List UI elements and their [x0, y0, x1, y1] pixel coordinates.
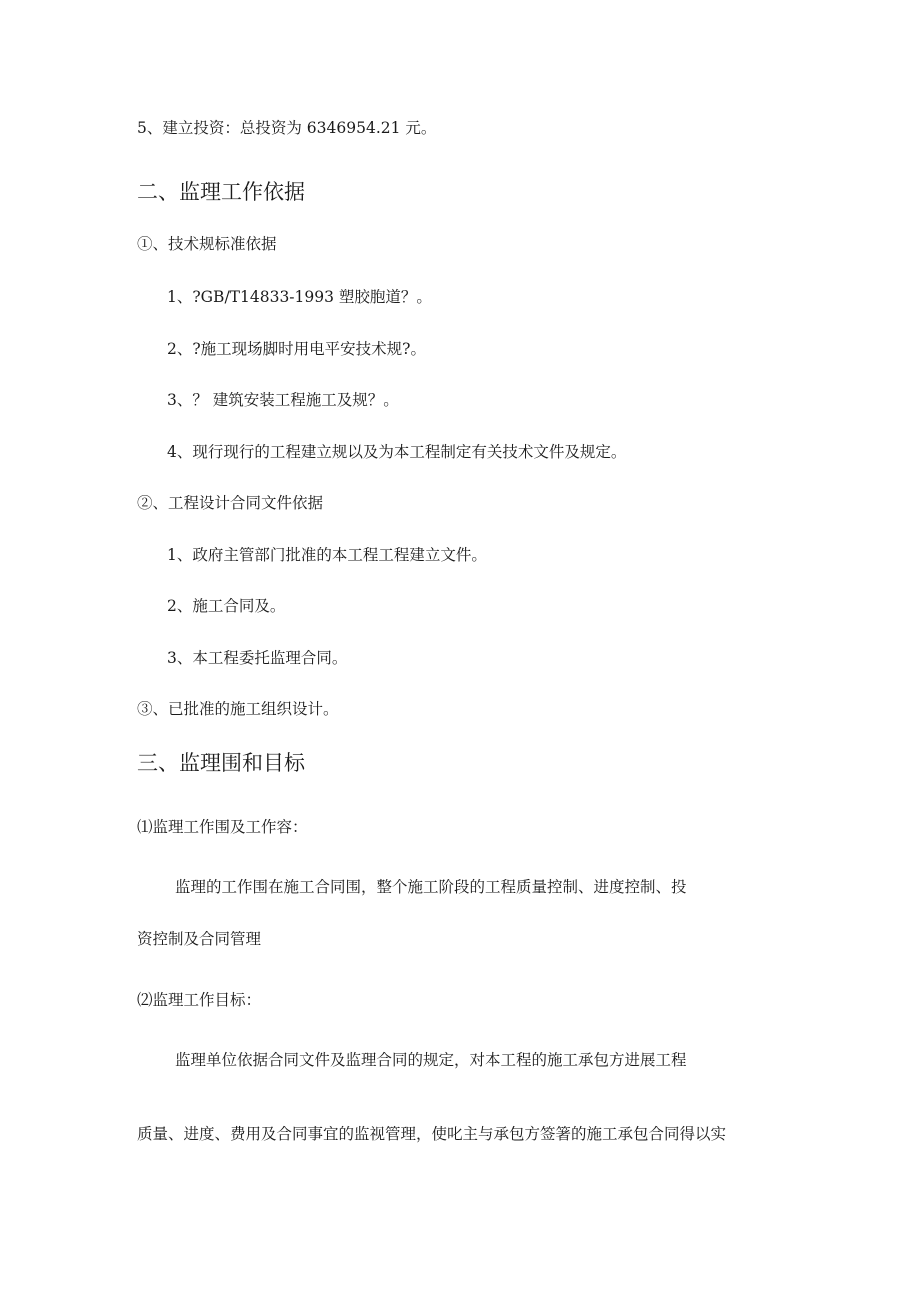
list-item: 3、本工程委托监理合同。 — [167, 649, 348, 667]
list-item: 3、？ 建筑安装工程施工及规？。 — [167, 391, 399, 409]
item-heading-technical-standards: ①、技术规标准依据 — [137, 235, 277, 253]
list-item: 2、施工合同及。 — [167, 597, 286, 615]
item-heading-contract-documents: ②、工程设计合同文件依据 — [137, 494, 324, 512]
section-heading-basis: 二、监理工作依据 — [137, 180, 305, 204]
paragraph-line: 质量、进度、费用及合同事宜的监视管理，使叱主与承包方签箸的施工承包合同得以实 — [137, 1125, 727, 1143]
item-heading-construction-design: ③、已批准的施工组织设计。 — [137, 700, 339, 718]
list-item: 1、政府主管部门批准的本工程工程建立文件。 — [167, 546, 487, 564]
investment-line: 5、建立投资：总投资为 6346954.21 元。 — [137, 119, 437, 137]
section-heading-scope-goals: 三、监理围和目标 — [137, 751, 305, 775]
paragraph-line: 监理的工作围在施工合同围，整个施工阶段的工程质量控制、进度控制、投 — [175, 878, 687, 896]
list-item: 2、?施工现场脚时用电平安技术规?。 — [167, 340, 426, 358]
list-item: 4、现行现行的工程建立规以及为本工程制定有关技术文件及规定。 — [167, 443, 627, 461]
paragraph-line: 监理单位依据合同文件及监理合同的规定，对本工程的施工承包方进展工程 — [175, 1051, 687, 1069]
list-item: 1、?GB/T14833-1993 塑胶胞道？。 — [167, 288, 432, 306]
subheading-goals: ⑵监理工作目标： — [137, 991, 262, 1009]
subheading-scope: ⑴监理工作围及工作容： — [137, 818, 308, 836]
paragraph-line: 资控制及合同管理 — [137, 930, 262, 948]
